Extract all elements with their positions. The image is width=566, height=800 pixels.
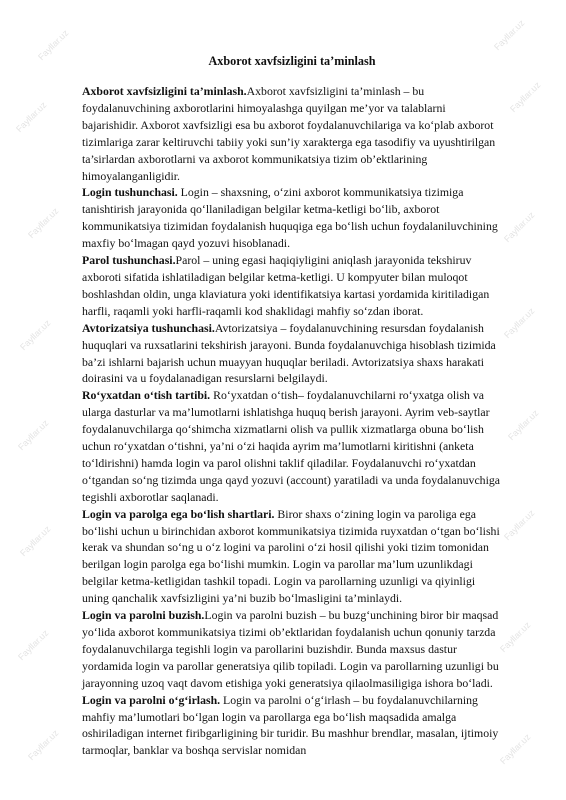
paragraph-avtorizatsiya [82,320,502,388]
watermark-text: Fayllar.uz [502,305,537,341]
paragraph-parol [82,252,502,320]
paragraph-text: Ro‘yxatdan o‘tish– foydalanuvchilarni ro‘yxatga olish va ularga dasturlar va ma’lumotlarni ishlatishga huquq berish jarayoni. Ayrim veb-saytlar foydalanuvchilarga qo‘shimcha xizmatlarni olish va pullik xizmatlarga obuna bo‘lish uchun ro‘yxatdan o‘tishni, ya’ni o‘zi haqida ayrim ma’lumotlarni kiritishni (anketa to‘ldirishni) hamda login va parol olishni taklif qiladilar. Foydalanuvchi ro‘yxatdan o‘tgandan so‘ng tizimda unga qayd yozuvi (account) yaratiladi va unda foydalanuvchiga tegishli axborotlar saqlanadi. [82,388,500,504]
watermark-text: Fayllar.uz [502,507,537,543]
watermark-text: Fayllar.uz [26,205,61,241]
paragraph-text: Login va parolni buzish – bu buzg‘unchining biror bir maqsad yo‘lida axborot kommunikatsiya tizimi ob’ektlaridan foydalanish uchun qonuniy tarzda foydalanuvchilarga tegishli login va parollarini buzishdir. Bunda maxsus dastur yordamida login va parollar generatsiya qilib topiladi. Login va parollarning uzunligi bu jarayonning uzoq vaqt davom etishiga yoki generatsiya qilaolmasiligiga ishora bo‘ladi. [82,608,499,690]
paragraph-text: Axborot xavfsizligini ta’minlash – bu foydalanuvchining axborotlarini himoyalashga quyilgan me’yor va talablarni bajarishidir. Axborot xavfsizligi esa bu axborot foydalanuvchilariga va ko‘plab axborot tizimlariga zarar keltiruvchi tabiiy yoki sun’iy xarakterga ega tasodifiy va uyushtirilgan ta’sirlardan axborotlarni va axborot kommunikatsiya tizim ob’ektlarining himoyalanganligidir. [82,84,496,183]
watermark-text: Fayllar.uz [14,99,49,135]
paragraph-heading: Ro‘yxatdan o‘tish tartibi. [82,388,211,403]
watermark-text: Fayllar.uz [16,627,51,663]
watermark-text: Fayllar.uz [36,27,71,63]
paragraph-login-parol-shartlari [82,506,502,607]
paragraph-royxatdan-otish [82,387,502,505]
watermark-text: Fayllar.uz [506,407,541,443]
paragraph-heading: Login va parolni o‘g‘irlash. [82,692,221,707]
watermark-text: Fayllar.uz [498,619,533,655]
paragraph-text: Login va parolni o‘g‘irlash – bu foydalanuvchilarning mahfiy ma’lumotlari bo‘lgan login va parollarga ega bo‘lish maqsadida amalga oshiriladigan internet firibgarligining bir turidir. Bu mashhur brendlar, masalan, ijtimoiy tarmoqlar, banklar va boshqa servislar nomidan [82,692,499,758]
watermark-text: Fayllar.uz [18,317,53,353]
paragraph-heading: Login va parolga ega bo‘lish shartlari. [82,506,275,521]
watermark-text: Fayllar.uz [498,731,533,767]
document-page [82,54,502,759]
paragraph-login-parol-ogirlash [82,692,502,760]
paragraph-heading: Login tushunchasi. [82,185,178,200]
document-body [82,83,502,759]
watermark-text: Fayllar.uz [16,417,51,453]
paragraph-text: Biror shaxs o‘zining login va paroliga ega bo‘lishi uchun u birinchidan axborot kommunikatsiya tizimida ruyxatdan o‘tgan bo‘lishi kerak va shundan so‘ng u o‘z logini va parolini o‘zi hosil qilishi yoki tizim tomonidan berilgan login parolga ega bo‘lishi mumkin. Login va parollar ma’lum uzunlikdagi belgilar ketma-ketligidan tashkil topadi. Login va parollarning uzunligi va qiyinligi uning qanchalik xavfsizligini ya’ni buzib bo‘lmasligini ta’minlaydi. [82,506,500,606]
watermark-text: Fayllar.uz [18,523,53,559]
watermark-text: Fayllar.uz [502,209,537,245]
paragraph-axborot-xavfsizligi [82,83,502,184]
paragraph-login [82,184,502,252]
paragraph-text: Parol – uning egasi haqiqiyligini aniqlash jarayonida tekshiruv axboroti sifatida ishlatiladigan belgilar ketma-ketligi. U kompyuter bilan muloqot boshlashdan oldin, unga klaviatura yoki identifikatsiya kartasi yordamida kiritiladigan harfli, raqamli yoki harfli-raqamli kod shaklidagi mahfiy so‘zdan iborat. [82,253,490,318]
paragraph-text: Login – shaxsning, o‘zini axborot kommunikatsiya tizimiga tanishtirish jarayonida qo‘llaniladigan belgilar ketma-ketligi bo‘lib, axborot kommunikatsiya tizimidan foydalanish huquqiga ega bo‘lish uchun foydalaniluvchining maxfiy bo‘lmagan qayd yozuvi hisoblanadi. [82,185,498,251]
document-title: Axborot xavfsizligini ta’minlash [208,54,376,68]
watermark-text: Fayllar.uz [26,727,61,763]
watermark-text: Fayllar.uz [492,17,527,53]
paragraph-heading: Axborot xavfsizligini ta’minlash. [82,84,247,98]
paragraph-text: Avtorizatsiya – foydalanuvchining resursdan foydalanish huquqlari va ruxsatlarini tekshirish jarayoni. Bunda foydalanuvchiga hisoblash tizimida ba’zi ishlarni bajarish uchun muayyan huquqlar beriladi. Avtorizatsiya shaxs harakati doirasini va u foydalanadigan resurslarni belgilaydi. [82,320,496,386]
watermark-text: Fayllar.uz [508,79,543,115]
paragraph-heading: Parol tushunchasi. [82,253,176,268]
paragraph-login-parol-buzish [82,607,502,692]
paragraph-heading: Avtorizatsiya tushunchasi. [82,320,215,335]
paragraph-heading: Login va parolni buzish. [82,608,205,623]
